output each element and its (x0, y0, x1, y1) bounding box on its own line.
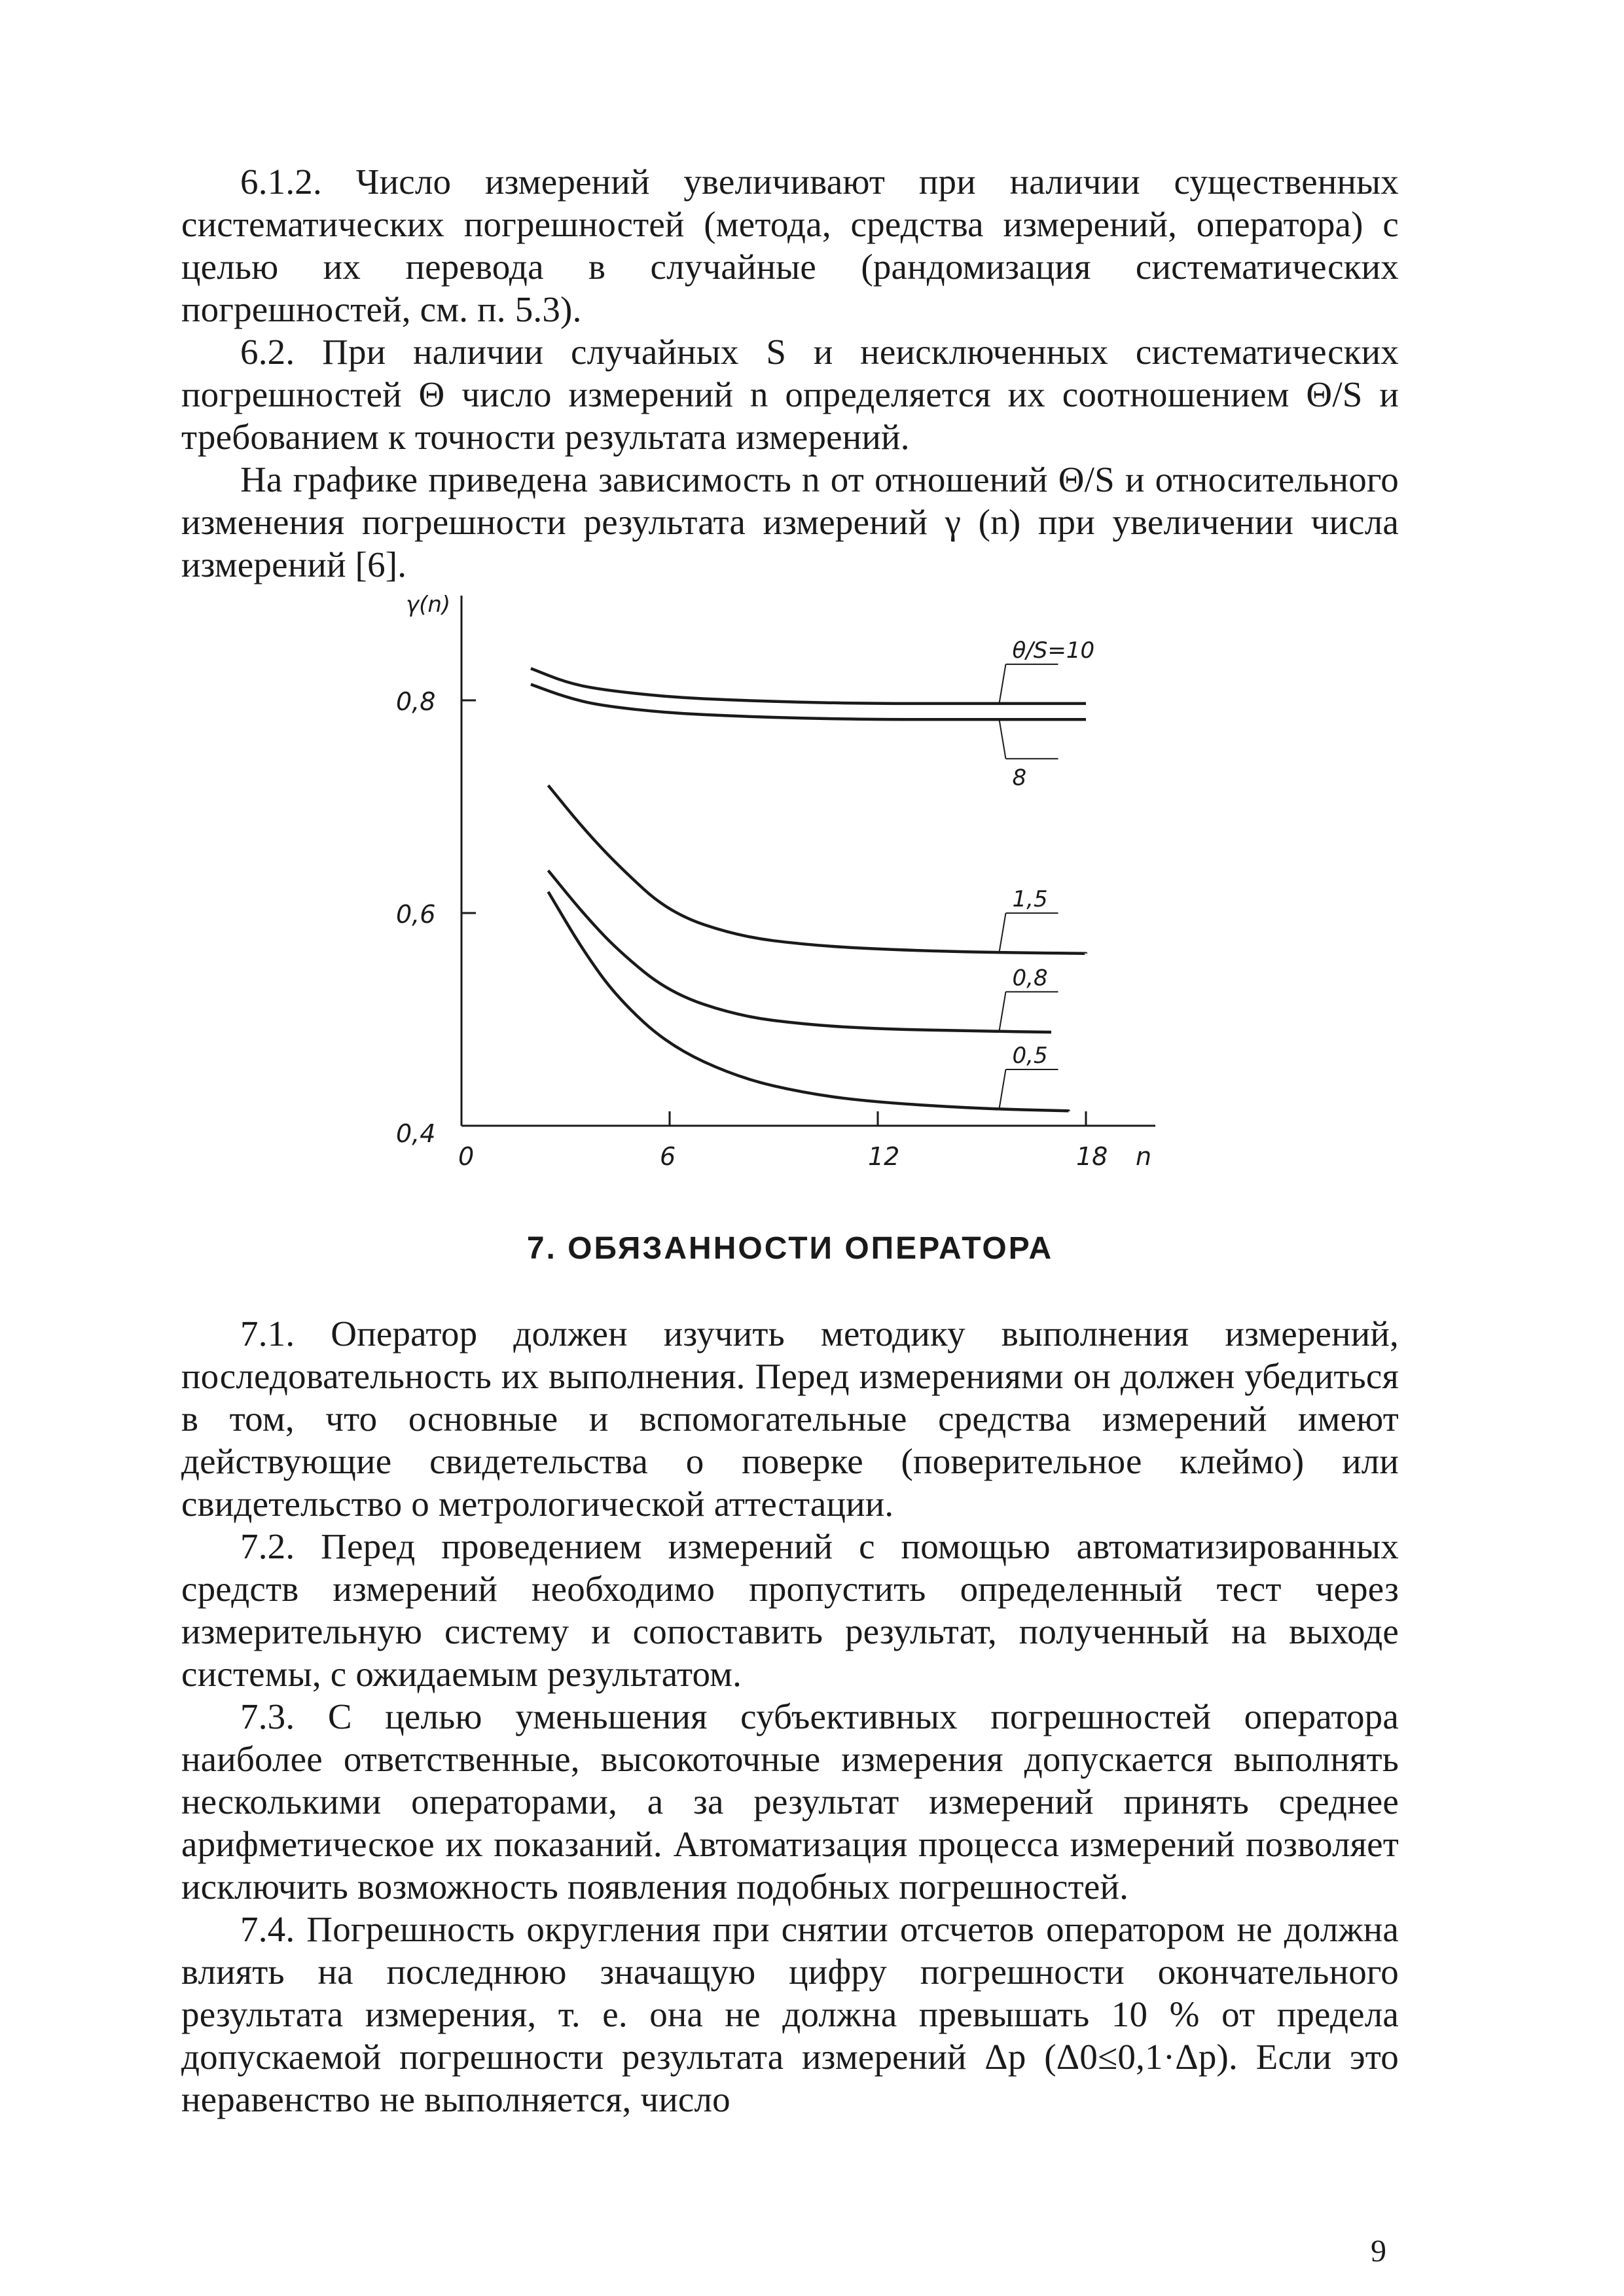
series-label: θ/S=10 (1012, 637, 1095, 664)
series-label: 0,8 (1012, 965, 1048, 992)
x-axis-label: n (1136, 1142, 1152, 1171)
series-line (549, 892, 1069, 1111)
y-tick-label: 0,6 (396, 900, 436, 929)
y-tick-label: 0,8 (396, 687, 436, 716)
series-label: 8 (1012, 764, 1027, 791)
chart-curves (531, 668, 1086, 1111)
top-text-block (181, 160, 1399, 586)
gamma-vs-n-chart (367, 576, 1191, 1171)
label-leader-line (1000, 913, 1006, 952)
series-label: 0,5 (1012, 1043, 1048, 1069)
paragraph-7-4: 7.4. Погрешность округления при снятии отсчетов оператором не должна влиять на последнюю значащую цифру погрешности окончательного результата измерения, т. е. она не должна превышать 10 % от предела допускаемой погрешности результата измерений Δр (Δ0≤0,1·Δр). Если это неравенство не выполняется, число (181, 1909, 1399, 2119)
label-leader-line (1000, 1069, 1006, 1109)
paragraph-7-2: 7.2. Перед проведением измерений с помощью автоматизированных средств измерений необходимо пропустить определенный тест через измерительную систему и сопоставить результат, полученный на выходе системы, с ожидаемым результатом. (181, 1526, 1399, 1694)
chart-axes (406, 592, 1155, 1171)
x-tick-label: 18 (1076, 1142, 1108, 1171)
paragraph-6-1-2: 6.1.2. Число измерений увеличивают при наличии существенных систематических погрешностей (метода, средства измерений, оператора) с целью их перевода в случайные (рандомизация систематических погрешностей, см. п. 5.3). (181, 162, 1399, 329)
y-tick-label: 0,4 (396, 1119, 436, 1148)
y-axis-label: γ(n) (406, 592, 451, 618)
page-number: 9 (1371, 2234, 1386, 2269)
label-leader-line (1000, 664, 1006, 704)
section-heading: 7. ОБЯЗАННОСТИ ОПЕРАТОРА (526, 1231, 1054, 1266)
series-line (549, 785, 1087, 954)
x-tick-label: 0 (458, 1142, 475, 1171)
series-label: 1,5 (1012, 886, 1048, 913)
chart-curve-labels (1000, 637, 1095, 1109)
label-leader-line (1000, 719, 1006, 759)
paragraph-7-1: 7.1. Оператор должен изучить методику выполнения измерений, последовательность их выполнения. Перед измерениями он должен убедиться в том, что основные и вспомогательные средства измерений имеют действующие свидетельства о поверке (поверительное клеймо) или свидетельство о метрологической аттестации. (181, 1314, 1399, 1524)
paragraph-graph-intro: На графике приведена зависимость n от отношений Θ/S и относительного изменения погрешности результата измерений γ (n) при увеличении числа измерений [6]. (181, 459, 1399, 584)
x-tick-label: 6 (660, 1142, 676, 1171)
x-tick-label: 12 (868, 1142, 900, 1171)
bottom-text-block (181, 1312, 1399, 2121)
paragraph-7-3: 7.3. С целью уменьшения субъективных погрешностей оператора наиболее ответственные, высокоточные измерения допускается выполнять несколькими операторами, а за результат измерений принять среднее арифметическое их показаний. Автоматизация процесса измерений позволяет исключить возможность появления подобных погрешностей. (181, 1696, 1399, 1907)
label-leader-line (1000, 992, 1006, 1031)
paragraph-6-2: 6.2. При наличии случайных S и неисключенных систематических погрешностей Θ число измерений n определяется их соотношением Θ/S и требованием к точности результата измерений. (181, 332, 1399, 457)
